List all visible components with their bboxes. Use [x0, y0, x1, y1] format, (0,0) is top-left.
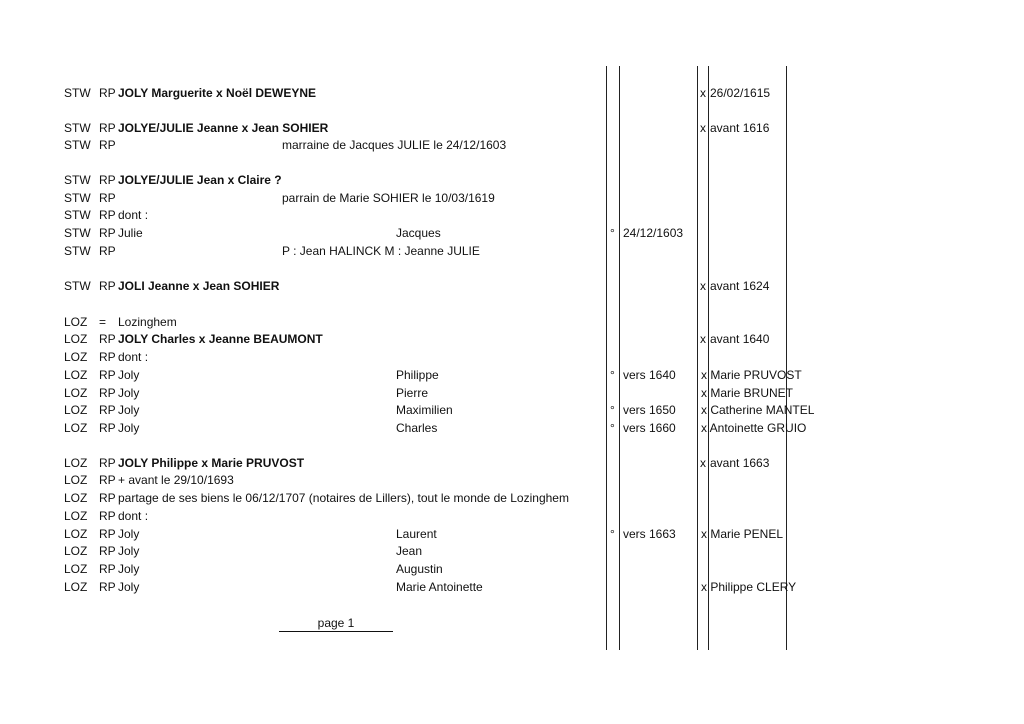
marriage-mark: x	[700, 456, 706, 470]
record-type: RP	[99, 350, 116, 364]
table-row	[0, 402, 1024, 418]
record-note: marraine de Jacques JULIE le 24/12/1603	[282, 138, 507, 152]
spouse-name: x Catherine MANTEL	[701, 403, 815, 417]
place-code: LOZ	[64, 562, 88, 576]
person-name: JOLY Marguerite x Noël DEWEYNE	[118, 86, 317, 100]
person-name: Joly	[118, 580, 140, 594]
table-row	[0, 243, 1024, 259]
record-type: RP	[99, 279, 116, 293]
record-type: RP	[99, 226, 116, 240]
marriage-mark: x	[700, 121, 706, 135]
birth-date: vers 1640	[623, 368, 676, 382]
record-type: RP	[99, 332, 116, 346]
person-name: Julie	[118, 226, 143, 240]
birth-mark: °	[610, 368, 615, 382]
first-name: Maximilien	[396, 403, 453, 417]
place-code: LOZ	[64, 421, 88, 435]
table-row	[0, 367, 1024, 383]
person-name: Joly	[118, 544, 140, 558]
record-type: RP	[99, 491, 116, 505]
table-row	[0, 190, 1024, 206]
first-name: Jacques	[396, 226, 441, 240]
person-name: Lozinghem	[118, 315, 177, 329]
place-code: STW	[64, 191, 91, 205]
place-code: STW	[64, 86, 91, 100]
place-code: LOZ	[64, 473, 88, 487]
table-row	[0, 543, 1024, 559]
place-code: LOZ	[64, 350, 88, 364]
table-row	[0, 349, 1024, 365]
table-row	[0, 385, 1024, 401]
marriage-mark: x	[700, 86, 706, 100]
record-type: RP	[99, 138, 116, 152]
record-type: RP	[99, 244, 116, 258]
record-type: RP	[99, 509, 116, 523]
record-type: RP	[99, 580, 116, 594]
person-name: JOLI Jeanne x Jean SOHIER	[118, 279, 280, 293]
table-row	[0, 490, 1024, 506]
place-code: STW	[64, 138, 91, 152]
record-type: RP	[99, 368, 116, 382]
table-row	[0, 420, 1024, 436]
birth-mark: °	[610, 403, 615, 417]
table-row	[0, 172, 1024, 188]
record-type: RP	[99, 456, 116, 470]
place-code: STW	[64, 208, 91, 222]
birth-mark: °	[610, 527, 615, 541]
marriage-date: 26/02/1615	[710, 86, 771, 100]
marriage-date: avant 1624	[710, 279, 770, 293]
place-code: LOZ	[64, 527, 88, 541]
record-type: RP	[99, 86, 116, 100]
person-name: Joly	[118, 403, 140, 417]
table-row	[0, 472, 1024, 488]
record-type: =	[99, 315, 107, 329]
table-row	[0, 508, 1024, 524]
place-code: LOZ	[64, 491, 88, 505]
record-type: RP	[99, 208, 116, 222]
place-code: LOZ	[64, 332, 88, 346]
table-row	[0, 455, 1024, 471]
record-type: RP	[99, 191, 116, 205]
first-name: Jean	[396, 544, 423, 558]
record-note: parrain de Marie SOHIER le 10/03/1619	[282, 191, 495, 205]
person-name: JOLY Charles x Jeanne BEAUMONT	[118, 332, 323, 346]
person-name: Joly	[118, 527, 140, 541]
first-name: Charles	[396, 421, 438, 435]
table-row	[0, 526, 1024, 542]
birth-date: vers 1663	[623, 527, 676, 541]
place-code: LOZ	[64, 315, 88, 329]
place-code: STW	[64, 226, 91, 240]
place-code: STW	[64, 121, 91, 135]
marriage-mark: x	[700, 332, 706, 346]
place-code: LOZ	[64, 368, 88, 382]
first-name: Philippe	[396, 368, 439, 382]
person-name: JOLYE/JULIE Jean x Claire ?	[118, 173, 282, 187]
record-type: RP	[99, 421, 116, 435]
record-type: RP	[99, 121, 116, 135]
spouse-name: x Marie BRUNET	[701, 386, 794, 400]
table-row	[0, 120, 1024, 136]
record-type: RP	[99, 527, 116, 541]
birth-date: vers 1660	[623, 421, 676, 435]
table-row	[0, 579, 1024, 595]
place-code: STW	[64, 244, 91, 258]
place-code: LOZ	[64, 509, 88, 523]
place-code: LOZ	[64, 580, 88, 594]
birth-mark: °	[610, 226, 615, 240]
first-name: Augustin	[396, 562, 443, 576]
table-row	[0, 331, 1024, 347]
record-type: RP	[99, 403, 116, 417]
birth-date: vers 1650	[623, 403, 676, 417]
record-type: RP	[99, 173, 116, 187]
person-name: partage de ses biens le 06/12/1707 (notaires de Lillers), tout le monde de Lozinghem	[118, 491, 569, 505]
person-name: dont :	[118, 208, 149, 222]
table-row	[0, 225, 1024, 241]
record-note: P : Jean HALINCK M : Jeanne JULIE	[282, 244, 480, 258]
first-name: Pierre	[396, 386, 429, 400]
spouse-name: x Antoinette GRUIO	[701, 421, 807, 435]
marriage-mark: x	[700, 279, 706, 293]
first-name: Marie Antoinette	[396, 580, 483, 594]
place-code: STW	[64, 173, 91, 187]
spouse-name: x Philippe CLERY	[701, 580, 797, 594]
first-name: Laurent	[396, 527, 437, 541]
record-type: RP	[99, 544, 116, 558]
person-name: JOLY Philippe x Marie PRUVOST	[118, 456, 305, 470]
spouse-name: x Marie PENEL	[701, 527, 784, 541]
birth-date: 24/12/1603	[623, 226, 684, 240]
marriage-date: avant 1640	[710, 332, 770, 346]
person-name: dont :	[118, 350, 149, 364]
marriage-date: avant 1663	[710, 456, 770, 470]
spouse-name: x Marie PRUVOST	[701, 368, 802, 382]
page-number: page 1	[279, 615, 393, 632]
birth-mark: °	[610, 421, 615, 435]
record-type: RP	[99, 473, 116, 487]
person-name: + avant le 29/10/1693	[118, 473, 234, 487]
person-name: Joly	[118, 386, 140, 400]
marriage-date: avant 1616	[710, 121, 770, 135]
person-name: dont :	[118, 509, 149, 523]
place-code: LOZ	[64, 403, 88, 417]
place-code: LOZ	[64, 386, 88, 400]
table-row	[0, 85, 1024, 101]
table-row	[0, 314, 1024, 330]
person-name: Joly	[118, 368, 140, 382]
table-row	[0, 137, 1024, 153]
record-type: RP	[99, 386, 116, 400]
person-name: Joly	[118, 562, 140, 576]
place-code: LOZ	[64, 544, 88, 558]
table-row	[0, 561, 1024, 577]
table-row	[0, 207, 1024, 223]
person-name: Joly	[118, 421, 140, 435]
table-row	[0, 278, 1024, 294]
place-code: STW	[64, 279, 91, 293]
person-name: JOLYE/JULIE Jeanne x Jean SOHIER	[118, 121, 329, 135]
place-code: LOZ	[64, 456, 88, 470]
record-type: RP	[99, 562, 116, 576]
